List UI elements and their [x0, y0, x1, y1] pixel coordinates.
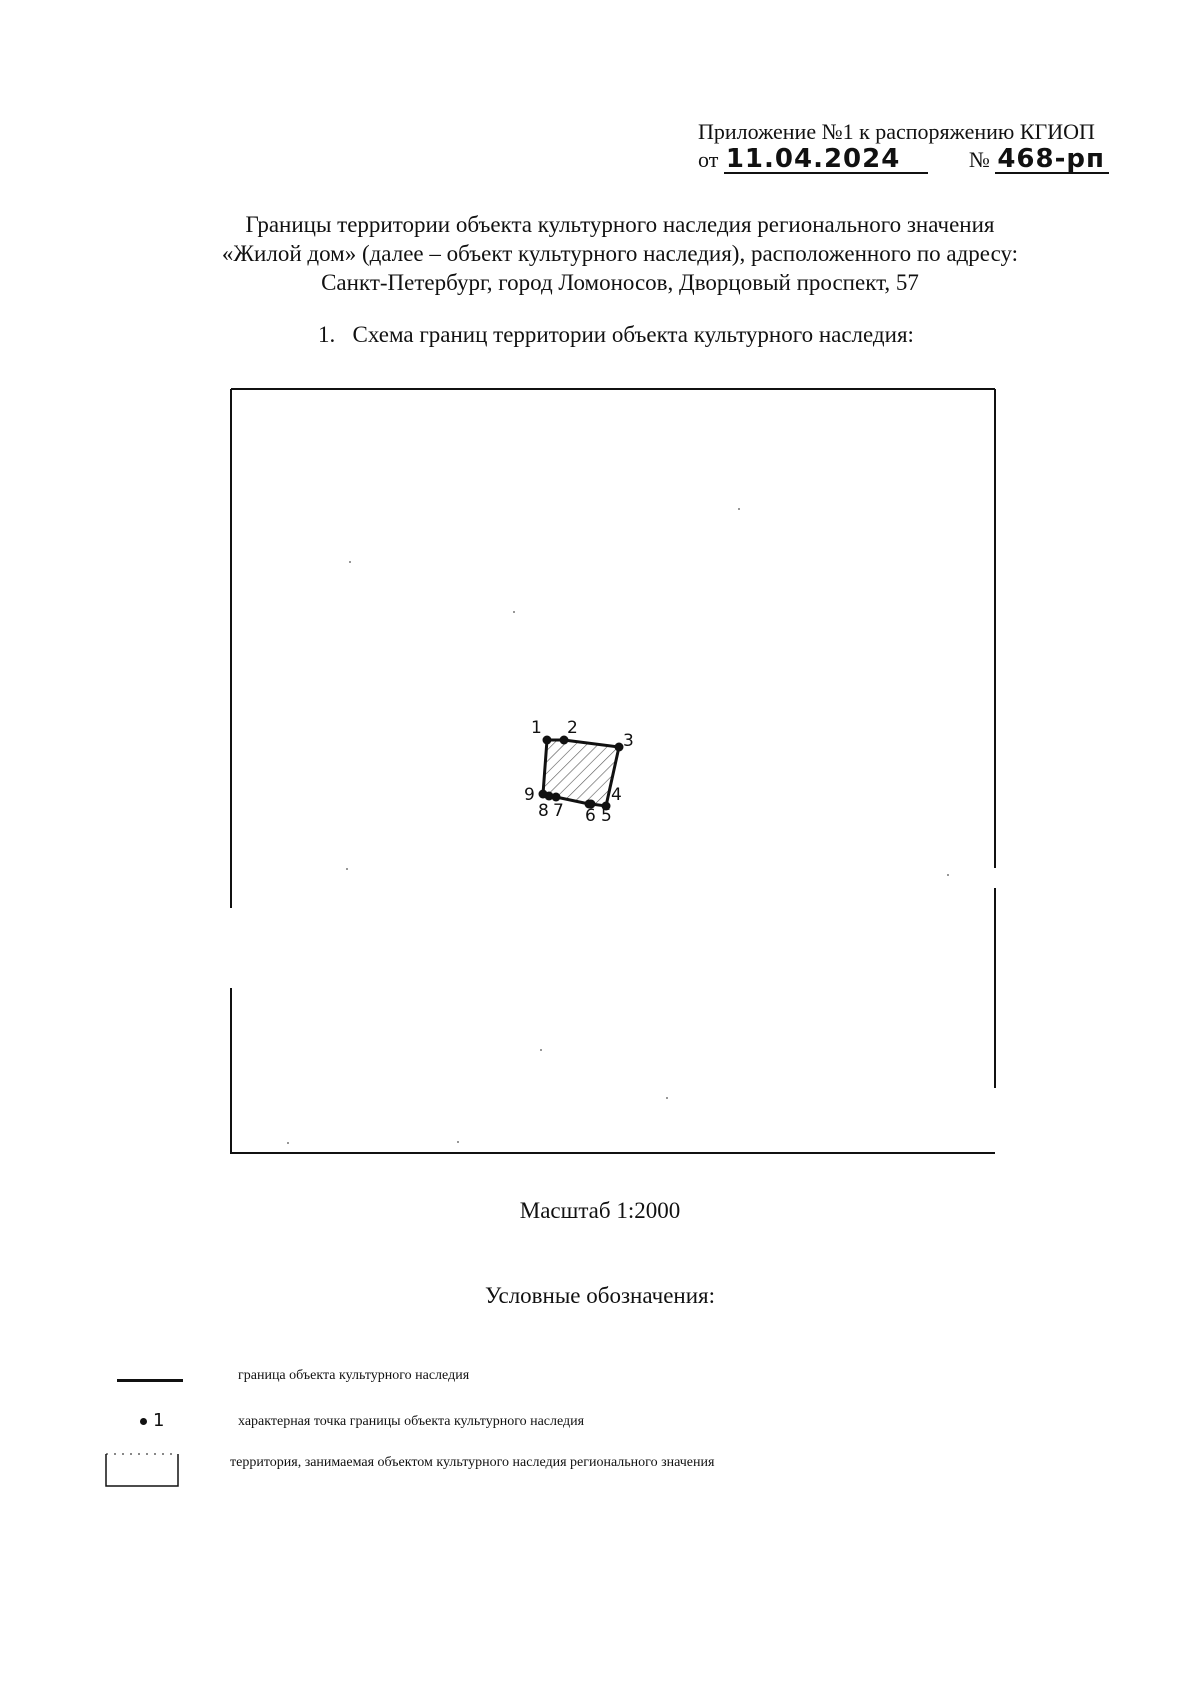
title-line-3: Санкт-Петербург, город Ломоносов, Дворцовый проспект, 57 [321, 270, 919, 295]
section-heading [318, 322, 914, 348]
document-title [150, 210, 1090, 297]
legend-point-text: характерная точка границы объекта культурного наследия [238, 1414, 585, 1429]
handwritten-number: 468-рп [995, 146, 1109, 174]
boundary-point-9 [539, 790, 548, 799]
boundary-point-label-5: 5 [601, 806, 612, 826]
legend-point-label: 1 [153, 1410, 165, 1431]
boundary-point-1 [543, 736, 552, 745]
boundary-point-label-6: 6 [585, 806, 596, 826]
section-heading-text: Схема границ территории объекта культурного наследия: [352, 322, 914, 347]
boundary-point-label-8: 8 [538, 801, 549, 821]
number-prefix: № [968, 147, 990, 172]
boundary-point-label-3: 3 [623, 731, 634, 751]
handwritten-date: 11.04.2024 [724, 146, 928, 174]
section-number: 1. [318, 322, 336, 347]
legend-title: Условные обозначения: [484, 1283, 716, 1308]
boundary-point-label-9: 9 [524, 785, 535, 805]
boundary-point-label-4: 4 [611, 785, 622, 805]
appendix-header [698, 118, 1168, 178]
boundary-map [230, 388, 996, 1154]
date-prefix: от [698, 147, 719, 172]
appendix-date-number-line [698, 146, 1168, 178]
title-line-1: Границы территории объекта культурного наследия регионального значения [245, 212, 995, 237]
legend-point-symbol [140, 1410, 164, 1431]
title-line-2: «Жилой дом» (далее – объект культурного наследия), расположенного по адресу: [221, 241, 1019, 266]
boundary-map-svg [230, 388, 996, 1154]
legend-territory-text: территория, занимаемая объектом культурного наследия регионального значения [230, 1455, 715, 1470]
boundary-point-label-7: 7 [553, 801, 564, 821]
appendix-title: Приложение №1 к распоряжению КГИОП [698, 119, 1095, 144]
boundary-point-label-1: 1 [531, 718, 542, 738]
boundary-point-label-2: 2 [567, 718, 578, 738]
legend-territory-box-symbol [105, 1453, 179, 1487]
legend-boundary-text: граница объекта культурного наследия [238, 1368, 470, 1383]
map-specks [287, 508, 949, 1144]
map-scale: Масштаб 1:2000 [519, 1198, 681, 1223]
point-dot-icon [140, 1418, 147, 1425]
legend-boundary-line-symbol [117, 1379, 183, 1382]
